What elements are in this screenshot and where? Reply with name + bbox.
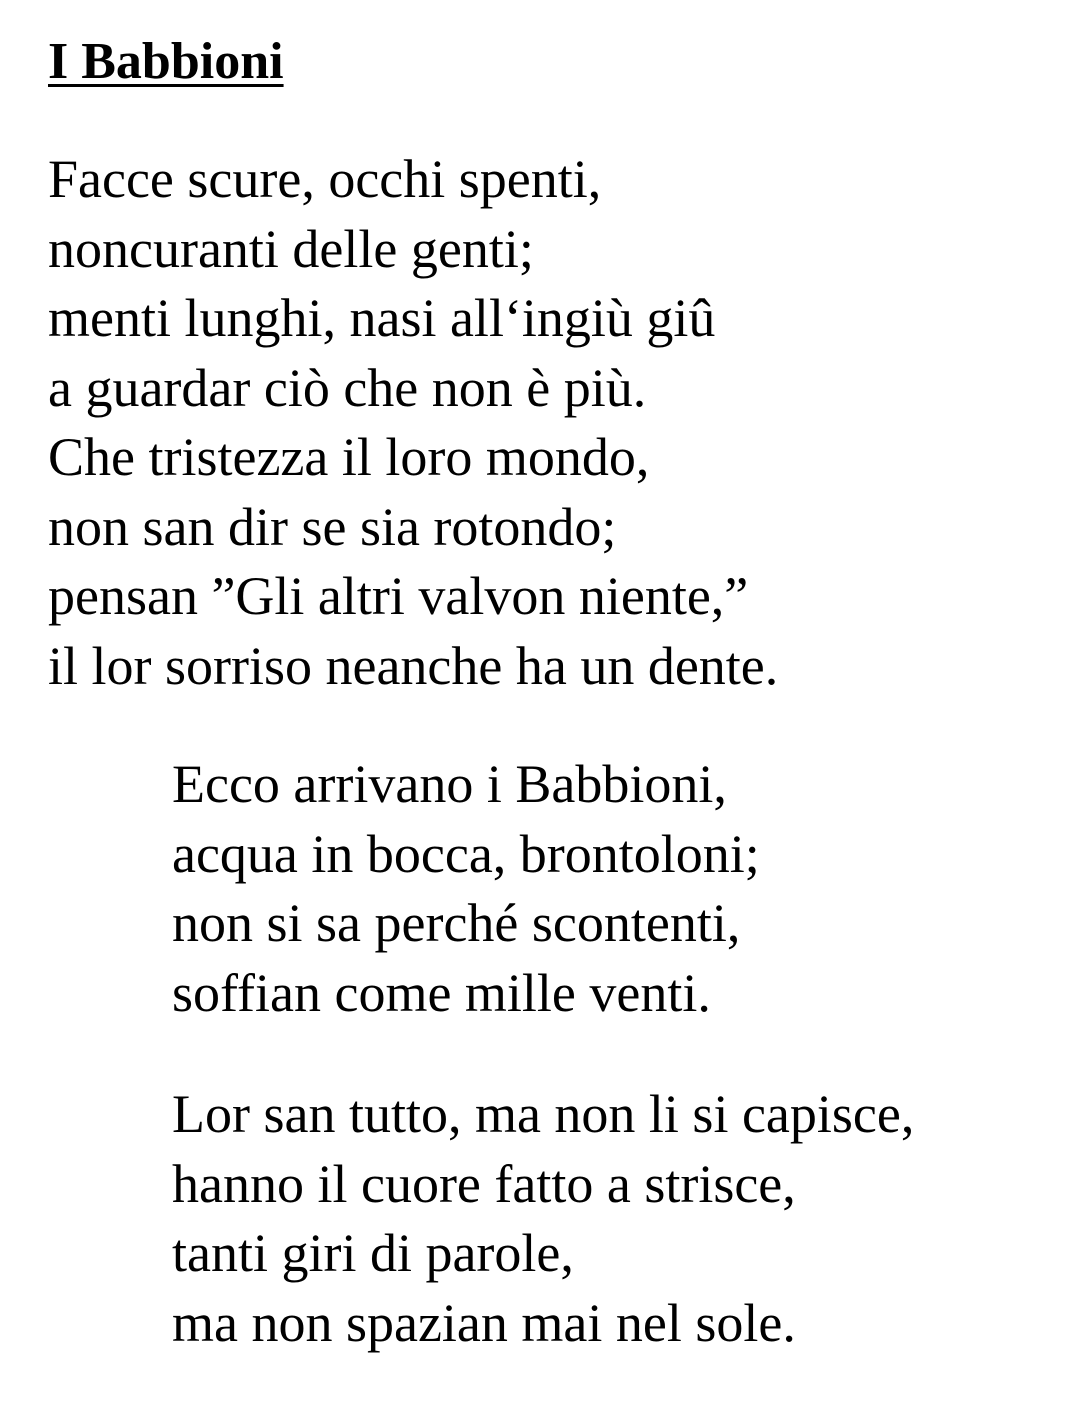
verse-line: hanno il cuore fatto a strisce, [172,1153,796,1214]
verse-line: Facce scure, occhi spenti, [48,149,602,209]
verse-line: Che tristezza il loro mondo, [48,427,650,487]
verse-line: Lor san tutto, ma non li si capisce, [172,1084,915,1144]
verse-line: menti lunghi, nasi all‘ingiù giû [48,288,716,348]
stanza-1 [48,145,778,701]
verse-line: non san dir se sia rotondo; [48,496,617,557]
verse-line: acqua in bocca, brontoloni; [172,823,760,884]
verse-line: Ecco arrivano i Babbioni, [172,754,727,814]
verse-line: tanti giri di parole, [172,1223,574,1283]
verse-line: pensan ”Gli altri valvon niente,” [48,566,749,626]
verse-line: soffian come mille venti. [172,962,711,1023]
verse-line: a guardar ciò che non è più. [48,357,647,418]
verse-line: non si sa perché scontenti, [172,893,741,953]
verse-line: il lor sorriso neanche ha un dente. [48,635,779,696]
poem-title: I Babbioni [48,33,284,90]
verse-line: noncuranti delle genti; [48,218,534,279]
stanza-3 [172,1080,914,1358]
verse-line: ma non spazian mai nel sole. [172,1292,796,1353]
stanza-2 [172,750,760,1028]
